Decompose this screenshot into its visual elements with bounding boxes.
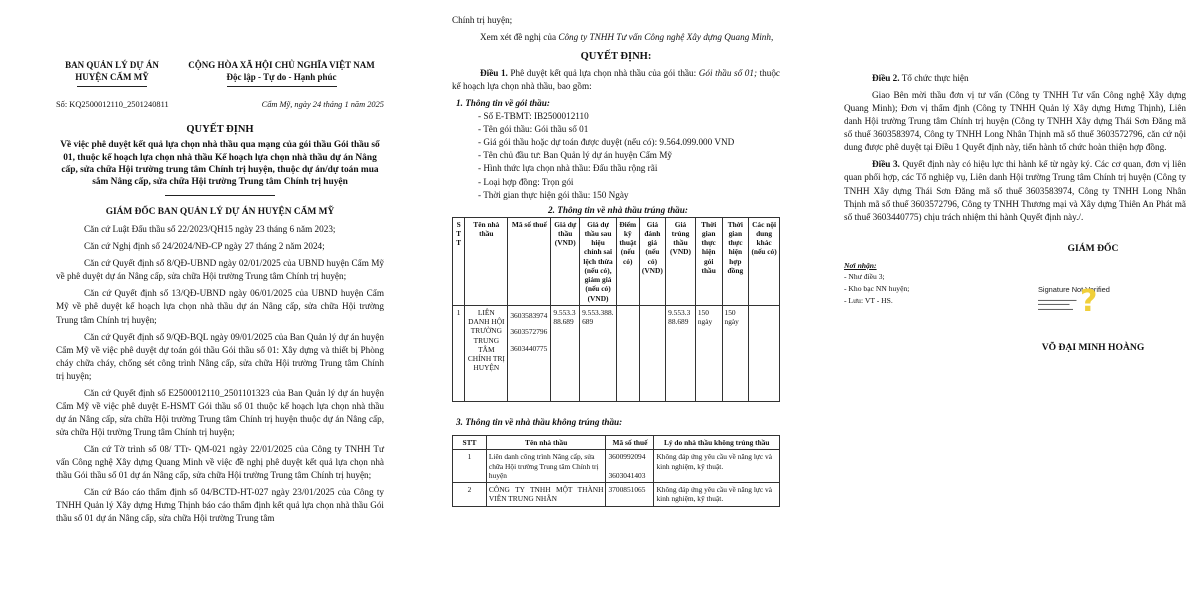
table-cell: Không đáp ứng yêu cầu về năng lực và kinh nghiệm, kỹ thuật. — [654, 483, 780, 507]
column-header: Mã số thuế — [508, 217, 551, 305]
signer-block — [1008, 238, 1178, 355]
legal-basis-list — [56, 223, 384, 525]
losing-bidders-table — [452, 435, 780, 507]
underline-rule — [227, 86, 337, 87]
legal-basis-paragraph: Căn cứ Quyết định số 13/QĐ-UBND ngày 06/01/2025 của UBND huyện Cẩm Mỹ về phê duyệt kế hoạch lựa chọn nhà thầu dự án Nâng cấp, sửa chữa Hội trường Trung tâm Chính trị huyện; — [56, 288, 384, 325]
document-number: Số: KQ2500012110_2501240811 — [56, 100, 169, 110]
package-info-item: - Giá gói thầu hoặc dự toán được duyệt (nếu có): 9.564.099.000 VND — [478, 137, 735, 148]
article-2-body: Giao Bên mời thầu đơn vị tư vấn (Công ty TNHH Tư vấn Công nghệ Xây dựng Quang Minh); Đơn vị thẩm định (Công ty TNHH Quản lý Xây dựng Hưng Thịnh), Liên danh Hội trường Trung tâm Chính trị huyện (Công ty TNHH Xây dựng Thái Sơn Đăng mã số thuế 3603583974, Công ty TNHH Long Nhân Thịnh mã số thuế 3603572796, căn cứ nội dung được phê duyệt tại Điều 1 Quyết định này, tiến hành tổ chức hoàn thiện hợp đồng. — [844, 90, 1186, 153]
table-cell: 9.553.388.689 — [666, 305, 696, 401]
table-header-row — [453, 217, 780, 305]
article-text: Phê duyệt kết quả lựa chọn nhà thầu của gói thầu: — [507, 68, 699, 79]
table-cell: 1 — [453, 450, 487, 483]
signature-area — [844, 238, 1186, 355]
package-info-item: - Số E-TBMT: IB2500012110 — [478, 111, 589, 122]
table-cell: 3700851065 — [606, 483, 654, 507]
article-text: thuộc kế hoạch lựa chọn nhà thầu, bao gồm: — [452, 68, 781, 92]
underline-rule — [165, 195, 275, 196]
table-cell: 3600992094 3603041403 — [606, 450, 654, 483]
document-date: Cẩm Mỹ, ngày 24 tháng 1 năm 2025 — [261, 100, 384, 110]
package-info-item: - Thời gian thực hiện gói thầu: 150 Ngày — [478, 189, 629, 200]
legal-basis-paragraph: Căn cứ Nghị định số 24/2024/NĐ-CP ngày 27 tháng 2 năm 2024; — [84, 241, 325, 252]
document-title: QUYẾT ĐỊNH — [186, 124, 254, 136]
column-header: Thời gian thực hiện hợp đồng — [722, 217, 749, 305]
issuer-title: GIÁM ĐỐC BAN QUẢN LÝ DỰ ÁN HUYỆN CẨM MỸ — [105, 206, 335, 217]
legal-basis-paragraph: Căn cứ Báo cáo thẩm định số 04/BCTD-HT-027 ngày 23/01/2025 của Công ty TNHH Quản lý Xây dựng Hưng Thịnh báo cáo thẩm định kết quả lựa chọn nhà thầu Gói thầu số 01 dự án Nâng cấp, sửa chữa Hội trường Trung tâm — [56, 487, 384, 524]
column-header: Tên nhà thầu — [465, 217, 508, 305]
digital-signature-stamp — [1038, 285, 1148, 325]
consideration-paragraph — [452, 31, 780, 44]
table-row — [453, 450, 780, 483]
table-cell: Liên danh công trình Nâng cấp, sửa chữa Hội trường Trung tâm Chính trị huyện — [486, 450, 606, 483]
article-2-heading — [844, 72, 1186, 85]
article-3 — [844, 158, 1186, 223]
column-header: Điểm kỹ thuật (nếu có) — [616, 217, 639, 305]
article-text: Tổ chức thực hiện — [899, 73, 969, 83]
package-info-list — [452, 110, 780, 201]
package-info-item: - Tên chủ đầu tư: Ban Quản lý dự án huyện Cẩm Mỹ — [478, 150, 673, 161]
table-cell: 1 — [453, 305, 465, 401]
winning-bidder-table — [452, 217, 780, 402]
legal-basis-paragraph: Căn cứ Quyết định số 9/QĐ-BQL ngày 09/01/2025 của Ban Quản lý dự án huyện Cẩm Mỹ về việc phê duyệt dự toán gói thầu Gói thầu số 01: Xây dựng và thiết bị Phòng cháy chữa cháy, chống sét công trình Nâng cấp, sửa chữa Hội trường Trung tâm Chính trị huyện; — [56, 331, 384, 381]
agency-line: BAN QUẢN LÝ DỰ ÁN — [65, 60, 159, 70]
signer-role: GIÁM ĐỐC — [1067, 242, 1119, 254]
document-meta — [56, 99, 384, 111]
underline-rule — [77, 86, 147, 87]
legal-basis-paragraph: Căn cứ Quyết định số E2500012110_2501101323 của Ban Quản lý dự án huyện Cẩm Mỹ về việc phê duyệt E-HSMT Gói thầu số 01 thuộc kế hoạch lựa chọn nhà thầu dự án Nâng cấp, sửa chữa Hội trường Trung tâm Chính trị huyện thuộc dự án Nâng cấp, sửa chữa Hội trường Trung tâm Chính trị huyện; — [56, 387, 384, 438]
table-cell — [749, 305, 780, 401]
table-cell: 9.553.388.689 — [580, 305, 617, 401]
legal-basis-paragraph: Căn cứ Tờ trình số 08/ TTr- QM-021 ngày 22/01/2025 của Công ty TNHH Tư vấn Công nghệ Xây dựng Quang Minh về việc đề nghị phê duyệt kết quả lựa chọn nhà thầu Gói thầu số 01 dự án Nâng cấp, sửa chữa Hội trường Trung tâm Chính trị huyện; — [56, 444, 384, 481]
column-header: Giá trúng thầu (VND) — [666, 217, 696, 305]
column-header: Giá đánh giá (nếu có) (VND) — [639, 217, 666, 305]
table-header-row — [453, 436, 780, 450]
section-heading-package-info: 1. Thông tin về gói thầu: — [456, 98, 550, 109]
document-page-2 — [400, 0, 800, 600]
agency-line: HUYỆN CẨM MỸ — [75, 71, 149, 82]
package-info-item: - Hình thức lựa chọn nhà thầu: Đấu thầu rộng rãi — [478, 163, 658, 174]
table-row — [453, 305, 780, 401]
article-label: Điều 2. — [872, 73, 900, 83]
signature-details: ▬▬▬▬▬▬▬▬▬▬▬ ▬▬▬▬▬▬▬▬▬ ▬▬▬▬▬▬▬▬▬▬ — [1038, 297, 1077, 311]
decision-heading: QUYẾT ĐỊNH: — [580, 51, 652, 63]
article-text: Quyết định này có hiệu lực thi hành kể từ ngày ký. Các cơ quan, đơn vị liên quan phối hợp, các Tổ nghiệp vụ, Liên danh Hội trường Trung tâm Chính trị huyện (Công ty TNHH Xây dựng Thái Sơn Đăng mã số thuế 3603583974, Công ty TNHH Long Nhân Thịnh mã số thuế 3603572796, Công ty TNHH Thương mại và Xây dựng Thiên An Phát mã số thuế 3603440775) chịu trách nhiệm thi hành Quyết định này./. — [844, 159, 1187, 222]
article-1 — [452, 67, 780, 93]
continued-text: Chính trị huyện; — [452, 15, 513, 25]
unverified-signature-icon: ? — [1080, 284, 1098, 320]
column-header: Thời gian thực hiện gói thầu — [695, 217, 722, 305]
table-cell: 150 ngày — [695, 305, 722, 401]
article-label: Điều 1. — [480, 68, 508, 79]
recipients-block — [844, 238, 994, 355]
recipient-item: - Lưu: VT - HS. — [844, 295, 893, 305]
package-info-item: - Tên gói thầu: Gói thầu số 01 — [478, 124, 589, 135]
recipient-item: - Kho bạc NN huyện; — [844, 284, 910, 294]
consideration-text: Xem xét đề nghị của — [480, 32, 559, 43]
signer-name: VÕ ĐẠI MINH HOÀNG — [1041, 342, 1145, 354]
column-header: STT — [453, 436, 487, 450]
column-header: Giá dự thầu (VND) — [551, 217, 580, 305]
section-heading-losing-bidders: 3. Thông tin về nhà thầu không trúng thầu: — [456, 416, 623, 427]
table-cell: 9.553.388.689 — [551, 305, 580, 401]
package-info-item: - Loại hợp đồng: Trọn gói — [478, 176, 574, 187]
column-header: Mã số thuế — [606, 436, 654, 450]
table-row — [453, 483, 780, 507]
table-cell — [639, 305, 666, 401]
column-header: Các nội dung khác (nếu có) — [749, 217, 780, 305]
column-header: Lý do nhà thầu không trúng thầu — [654, 436, 780, 450]
document-subject: Về việc phê duyệt kết quả lựa chọn nhà thầu qua mạng của gói thầu Gói thầu số 01, thuộc kế hoạch lựa chọn nhà thầu Kế hoạch lựa chọn nhà thầu dự án Nâng cấp, sửa chữa Hội trường trung tâm Chính trị huyện, thuộc dự án/dự toán mua sắm Nâng cấp, sửa chữa Hội trường Trung tâm Chính trị huyện — [60, 140, 380, 188]
legal-basis-paragraph: Căn cứ Luật Đấu thầu số 22/2023/QH15 ngày 23 tháng 6 năm 2023; — [84, 224, 336, 235]
signature-status: Signature Not Verified — [1038, 285, 1110, 295]
table-cell — [616, 305, 639, 401]
consultant-name: Công ty TNHH Tư vấn Công nghệ Xây dựng Quang Minh, — [558, 32, 774, 43]
table-cell: 2 — [453, 483, 487, 507]
column-header: S T T — [453, 217, 465, 305]
document-header — [56, 60, 384, 87]
section-heading-winner: 2. Thông tin về nhà thầu trúng thầu: — [548, 204, 688, 215]
recipient-item: - Như điều 3; — [844, 272, 885, 282]
column-header: Giá dự thầu sau hiệu chỉnh sai lệch thừa (nếu có), giảm giá (nếu có) (VND) — [580, 217, 617, 305]
article-label: Điều 3. — [872, 159, 900, 170]
document-page-3 — [800, 0, 1200, 600]
legal-basis-paragraph: Căn cứ Quyết định số 8/QĐ-UBND ngày 02/01/2025 của UBND huyện Cẩm Mỹ về phê duyệt dự án Nâng cấp, sửa chữa Hội trường Trung tâm Chính trị huyện; — [56, 258, 384, 282]
table-cell: CÔNG TY TNHH MỘT THÀNH VIÊN TRUNG NHÂN — [486, 483, 606, 507]
table-cell: LIÊN DANH HỘI TRƯỜNG TRUNG TÂM CHÍNH TRỊ HUYỆN — [465, 305, 508, 401]
motto: Độc lập - Tự do - Hạnh phúc — [226, 71, 337, 82]
column-header: Tên nhà thầu — [486, 436, 606, 450]
issuing-agency — [56, 60, 168, 87]
document-page-1 — [0, 0, 400, 600]
national-motto — [179, 60, 384, 87]
country-name: CỘNG HÒA XÃ HỘI CHỦ NGHĨA VIỆT NAM — [188, 60, 375, 70]
table-cell: 150 ngày — [722, 305, 749, 401]
table-cell: Không đáp ứng yêu cầu về năng lực và kinh nghiệm, kỹ thuật. — [654, 450, 780, 483]
table-cell: 3603583974 3603572796 3603440775 — [508, 305, 551, 401]
package-name: Gói thầu số 01; — [698, 68, 758, 79]
recipients-label: Nơi nhận: — [844, 260, 877, 270]
